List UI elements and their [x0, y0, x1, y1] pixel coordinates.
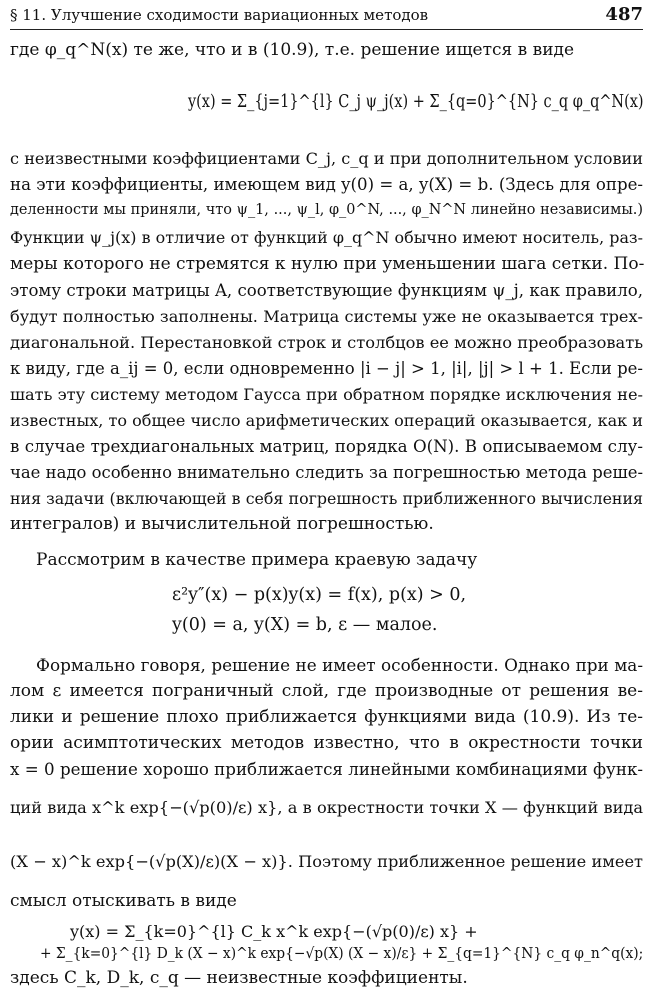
text-line-15: ния задачи (включающей в себя погрешность приближенного вычисления: [10, 489, 643, 508]
section-title: § 11. Улучшение сходимости вариационных методов: [10, 6, 429, 24]
text-line-14: чае надо особенно внимательно следить за погрешностью метода реше-: [10, 463, 643, 482]
text-line-06: меры которого не стремятся к нулю при уменьшении шага сетки. По-: [10, 254, 645, 274]
text-line-08: будут полностью заполнены. Матрица системы уже не оказывается трех-: [10, 307, 643, 326]
header-rule: [10, 29, 643, 30]
text-line-11: шать эту систему методом Гаусса при обратном порядке исключения не-: [10, 385, 643, 404]
equation-1: y(x) = Σ_{j=1}^{l} C_j ψ_j(x) + Σ_{q=0}^{N} c_q φ_q^N(x): [188, 92, 644, 112]
text-line-01: где φ_q^N(x) те же, что и в (10.9), т.е. решение ищется в виде: [10, 40, 575, 60]
equation-3a: y(x) = Σ_{k=0}^{l} C_k x^k exp{−(√p(0)/ε) x} +: [70, 922, 478, 941]
text-line-12: известных, то общее число арифметических операций оказывается, как и: [10, 411, 643, 430]
text-line-03: на эти коэффициенты, имеющем вид y(0) = a, y(X) = b. (Здесь для опре-: [10, 175, 644, 194]
text-line-04: деленности мы приняли, что ψ_1, ..., ψ_l, φ_0^N, ..., φ_N^N линейно независимы.): [10, 202, 643, 218]
text-line-26: здесь C_k, D_k, c_q — неизвестные коэффициенты.: [10, 968, 468, 988]
equation-2b: y(0) = a, y(X) = b, ε — малое.: [172, 615, 438, 635]
text-line-23: ций вида x^k exp{−(√p(0)/ε) x}, а в окрестности точки X — функций вида: [10, 798, 643, 817]
equation-2a: ε²y″(x) − p(x)y(x) = f(x), p(x) > 0,: [172, 585, 467, 605]
text-line-19: лом ε имеется пограничный слой, где производные от решения ве-: [10, 681, 643, 701]
text-line-24: (X − x)^k exp{−(√p(X)/ε)(X − x)}. Поэтому приближенное решение имеет: [10, 852, 643, 871]
text-line-09: диагональной. Перестановкой строк и столбцов ее можно преобразовать: [10, 333, 644, 352]
text-line-22: x = 0 решение хорошо приближается линейными комбинациями функ-: [10, 760, 643, 779]
equation-3b: + Σ_{k=0}^{l} D_k (X − x)^k exp{−√p(X) (X − x)/ε} + Σ_{q=1}^{N} c_q φ_n^q(x);: [40, 946, 644, 962]
text-line-13: в случае трехдиагональных матриц, порядка O(N). В описываемом слу-: [10, 437, 643, 456]
text-line-16: интегралов) и вычислительной погрешностью.: [10, 514, 434, 534]
page-number: 487: [605, 4, 643, 25]
running-header: [10, 4, 643, 28]
text-line-02: с неизвестными коэффициентами C_j, c_q и при дополнительном условии: [10, 149, 643, 168]
text-line-10: к виду, где a_ij = 0, если одновременно |i − j| > 1, |i|, |j| > l + 1. Если ре-: [10, 359, 643, 378]
text-line-20: лики и решение плохо приближается функциями вида (10.9). Из те-: [10, 707, 643, 727]
text-line-17: Рассмотрим в качестве примера краевую задачу: [36, 550, 478, 570]
text-line-21: ории асимптотических методов известно, что в окрестности точки: [10, 733, 643, 753]
text-line-07: этому строки матрицы A, соответствующие функциям ψ_j, как правило,: [10, 281, 643, 300]
text-line-05: Функции ψ_j(x) в отличие от функций φ_q^N обычно имеют носитель, раз-: [10, 228, 643, 247]
text-line-18: Формально говоря, решение не имеет особенности. Однако при ма-: [36, 655, 643, 675]
text-line-25: смысл отыскивать в виде: [10, 891, 237, 911]
